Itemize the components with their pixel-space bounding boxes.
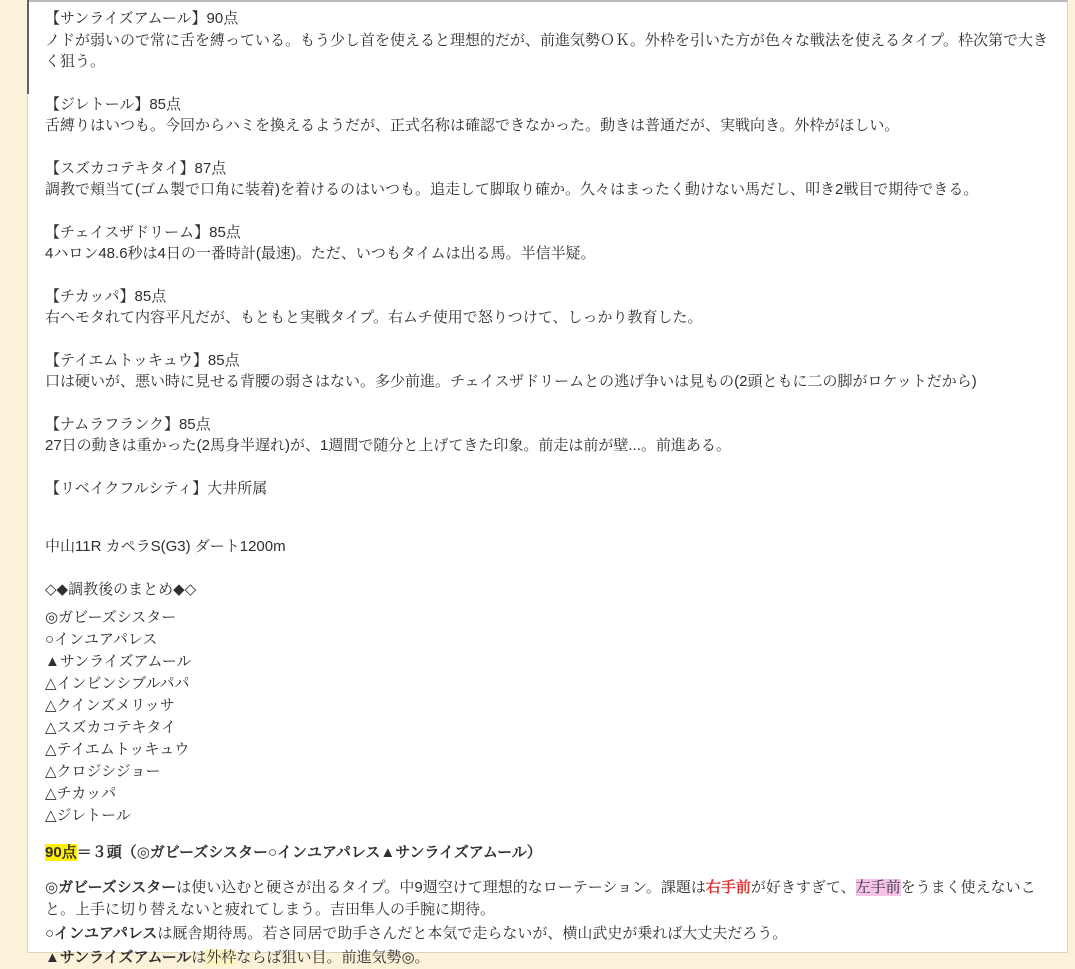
- analysis-paragraph: [45, 877, 1051, 921]
- horse-note-body: 4ハロン48.6秒は4日の一番時計(最速)。ただ、いつもタイムは出る馬。半信半疑。: [45, 245, 596, 262]
- horse-note-body: 調教で頬当て(ゴム製で口角に装着)を着けるのはいつも。追走して脚取り確か。久々はまったく動けない馬だし、叩き2戦目で期待できる。: [45, 181, 979, 198]
- horse-note-header: 【チカッパ】85点: [45, 287, 167, 305]
- horse-note-block: [45, 414, 1051, 457]
- horse-name: ○インユアパレス: [45, 925, 158, 942]
- horse-note-header: 【サンライズアムール】90点: [45, 10, 239, 27]
- horse-note-block: [45, 158, 1051, 201]
- pick-line: ◎ガビーズシスター: [45, 609, 177, 626]
- horse-note-body: 口は硬いが、悪い時に見せる背腰の弱さはない。多少前進。チェイスザドリームとの逃げ争いは見もの(2頭ともに二の脚がロケットだから): [45, 373, 977, 390]
- horse-note-header: 【テイエムトッキュウ】85点: [45, 351, 240, 369]
- pick-line: △スズカコテキタイ: [45, 719, 177, 736]
- picks-list: [45, 607, 1051, 827]
- summary-title: ◇◆調教後のまとめ◆◇: [45, 580, 197, 598]
- race-header: 中山11R カペラS(G3) ダート1200m: [45, 538, 286, 555]
- card-left-accent: [27, 0, 29, 94]
- text-segment: ならば狙い目。前進気勢◎。: [236, 949, 430, 966]
- horse-note-body: ノドが弱いので常に舌を縛っている。もう少し首を使えると理想的だが、前進気勢ＯＫ。外枠を引いた方が色々な戦法を使えるタイプ。枠次第で大きく狙う。: [45, 31, 1049, 70]
- analysis-paragraph: [45, 947, 1051, 969]
- horse-name: ▲サンライズアムール: [45, 949, 192, 966]
- horse-note-header: 【リベイクフルシティ】大井所属: [45, 479, 268, 497]
- horse-notes: [45, 8, 1051, 499]
- pick-line: △インビンシブルパパ: [45, 675, 190, 692]
- score-line: [45, 842, 1051, 864]
- horse-note-block: [45, 8, 1051, 73]
- text-segment: が好きすぎて、: [750, 879, 856, 896]
- pick-line: △ジレトール: [45, 807, 131, 824]
- horse-note-block: [45, 94, 1051, 137]
- analysis-paragraphs: [45, 877, 1051, 969]
- text-segment: は厩舎期待馬。若さ同居で助手さんだと本気で走らないが、横山武史が乗れば大丈夫だろう。: [157, 925, 788, 942]
- pick-line: △クロジシジョー: [45, 763, 161, 780]
- horse-note-header: 【ジレトール】85点: [45, 95, 182, 113]
- score-highlight: 90点: [45, 844, 77, 861]
- emphasis-pink-highlight: 左手前: [855, 879, 901, 896]
- analysis-paragraph: [45, 923, 1051, 945]
- horse-note-header: 【ナムラフランク】85点: [45, 415, 211, 433]
- horse-note-block: [45, 350, 1051, 393]
- pick-line: ▲サンライズアムール: [45, 653, 192, 670]
- pick-line: ○インユアパレス: [45, 631, 158, 648]
- emphasis-yellow-highlight: 外枠: [206, 949, 237, 966]
- horse-note-body: 27日の動きは重かった(2馬身半遅れ)が、1週間で随分と上げてきた印象。前走は前が壁...。前進ある。: [45, 437, 731, 454]
- text-segment: は使い込むと硬さが出るタイプ。中9週空けて理想的なローテーション。課題は: [176, 879, 706, 896]
- content-card: [27, 0, 1068, 966]
- horse-note-block: [45, 222, 1051, 265]
- horse-name: ◎ガビーズシスター: [45, 879, 177, 896]
- horse-note-block: [45, 478, 1051, 500]
- horse-note-body: 舌縛りはいつも。今回からハミを換えるようだが、正式名称は確認できなかった。動きは普通だが、実戦向き。外枠がほしい。: [45, 117, 900, 134]
- pick-line: △クインズメリッサ: [45, 697, 175, 714]
- horse-note-block: [45, 286, 1051, 329]
- text-segment: をうまく使えないこと。上手に切り替えないと疲れてしまう。吉田隼人の手腕に期待。: [45, 879, 1036, 918]
- pick-line: △テイエムトッキュウ: [45, 741, 190, 758]
- emphasis-red: 右手前: [705, 879, 751, 896]
- horse-note-header: 【チェイスザドリーム】85点: [45, 223, 241, 241]
- horse-note-body: 右ヘモタれて内容平凡だが、もともと実戦タイプ。右ムチ使用で怒りつけて、しっかり教育した。: [45, 309, 703, 326]
- pick-line: △チカッパ: [45, 785, 117, 802]
- text-segment: は: [191, 949, 207, 966]
- horse-note-header: 【スズカコテキタイ】87点: [45, 159, 227, 177]
- score-horses: ＝３頭（◎ガビーズシスター○インユアパレス▲サンライズアムール）: [76, 844, 542, 861]
